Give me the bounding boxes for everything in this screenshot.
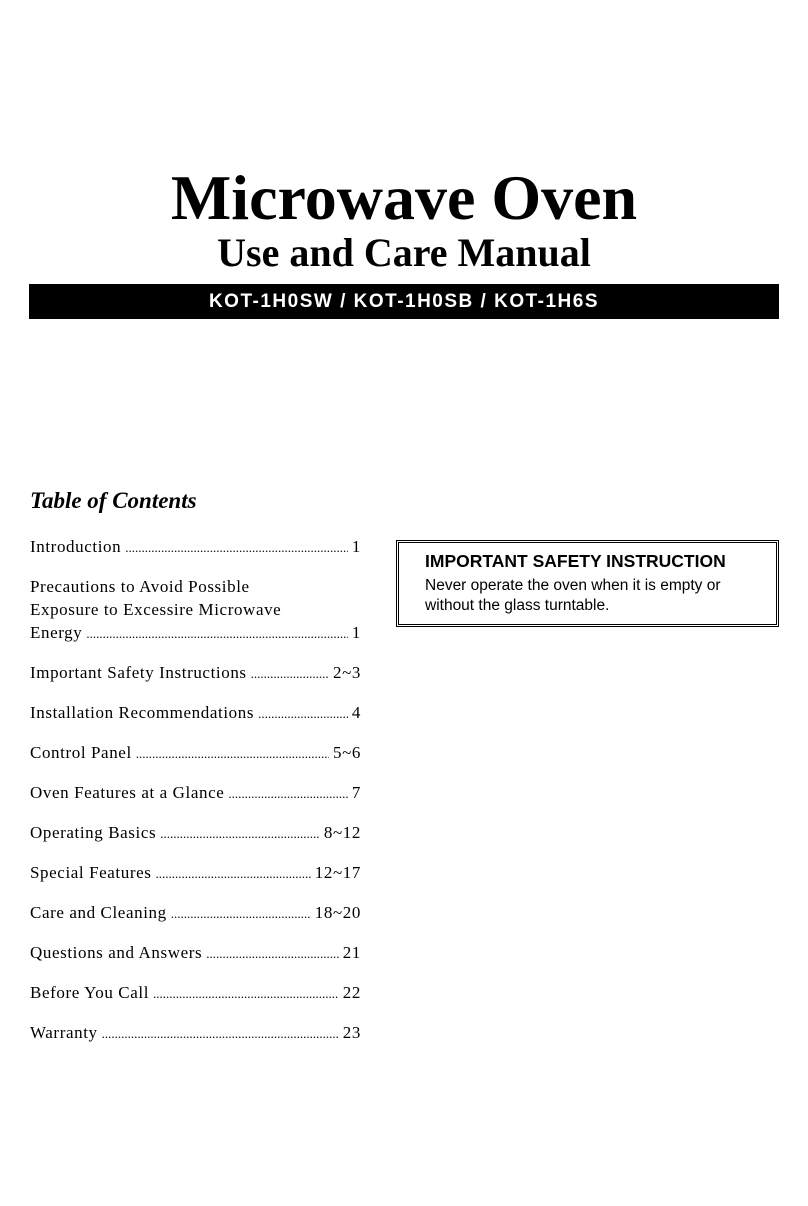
toc-entry-pages: 18~20 [314, 903, 361, 922]
toc-entry[interactable] [30, 781, 361, 805]
dot-leader [251, 662, 329, 685]
toc-entry[interactable] [30, 661, 361, 685]
toc-entry-title: Energy [30, 623, 83, 642]
toc-entry[interactable] [30, 941, 361, 965]
table-of-contents [30, 535, 361, 1061]
toc-entry[interactable] [30, 861, 361, 885]
toc-entry-pages: 12~17 [314, 863, 361, 882]
toc-entry[interactable] [30, 901, 361, 925]
document-title: Microwave Oven [170, 162, 638, 233]
dot-leader [102, 1022, 339, 1045]
toc-entry-title: Installation Recommendations [30, 703, 255, 722]
toc-entry-title: Control Panel [30, 743, 132, 762]
toc-entry-pages: 5~6 [333, 743, 361, 762]
toc-entry[interactable] [30, 575, 361, 645]
toc-entry[interactable] [30, 981, 361, 1005]
dot-leader [86, 622, 348, 645]
toc-entry[interactable] [30, 701, 361, 725]
toc-entry-title: Warranty [30, 1023, 98, 1042]
toc-entry-pages: 2~3 [333, 663, 361, 682]
model-numbers-banner: KOT-1H0SW / KOT-1H0SB / KOT-1H6S [29, 284, 779, 319]
dot-leader [228, 782, 348, 805]
document-subtitle: Use and Care Manual [217, 230, 591, 275]
dot-leader [258, 702, 348, 725]
dot-leader [136, 742, 329, 765]
toc-entry-title-line: Precautions to Avoid Possible [30, 577, 250, 596]
toc-entry-title: Before You Call [30, 983, 150, 1002]
toc-entry-pages: 1 [351, 537, 361, 556]
toc-entry-pages: 22 [342, 983, 361, 1002]
toc-entry-title: Important Safety Instructions [30, 663, 247, 682]
toc-heading: Table of Contents [30, 488, 197, 513]
toc-entry-title-line: Exposure to Excessire Microwave [30, 600, 282, 619]
toc-entry-pages: 21 [342, 943, 361, 962]
toc-entry-pages: 23 [342, 1023, 361, 1042]
toc-entry-title: Questions and Answers [30, 943, 203, 962]
safety-notice-box [396, 540, 779, 627]
toc-entry-pages: 8~12 [323, 823, 361, 842]
toc-entry-title: Introduction [30, 537, 122, 556]
toc-entry-title: Special Features [30, 863, 152, 882]
toc-entry-title: Operating Basics [30, 823, 157, 842]
dot-leader [155, 862, 310, 885]
safety-notice-text: Never operate the oven when it is empty or without the glass turntable. [425, 577, 721, 614]
dot-leader [206, 942, 339, 965]
toc-entry[interactable] [30, 535, 361, 559]
toc-entry-title: Care and Cleaning [30, 903, 167, 922]
toc-entry[interactable] [30, 741, 361, 765]
safety-notice-title: IMPORTANT SAFETY INSTRUCTION [425, 551, 726, 571]
toc-entry[interactable] [30, 821, 361, 845]
dot-leader [171, 902, 311, 925]
toc-entry-pages: 4 [351, 703, 361, 722]
toc-entry-pages: 1 [351, 623, 361, 642]
toc-entry-title: Oven Features at a Glance [30, 783, 225, 802]
toc-entry-pages: 7 [351, 783, 361, 802]
dot-leader [160, 822, 320, 845]
dot-leader [125, 536, 348, 559]
toc-entry[interactable] [30, 1021, 361, 1045]
dot-leader [153, 982, 339, 1005]
